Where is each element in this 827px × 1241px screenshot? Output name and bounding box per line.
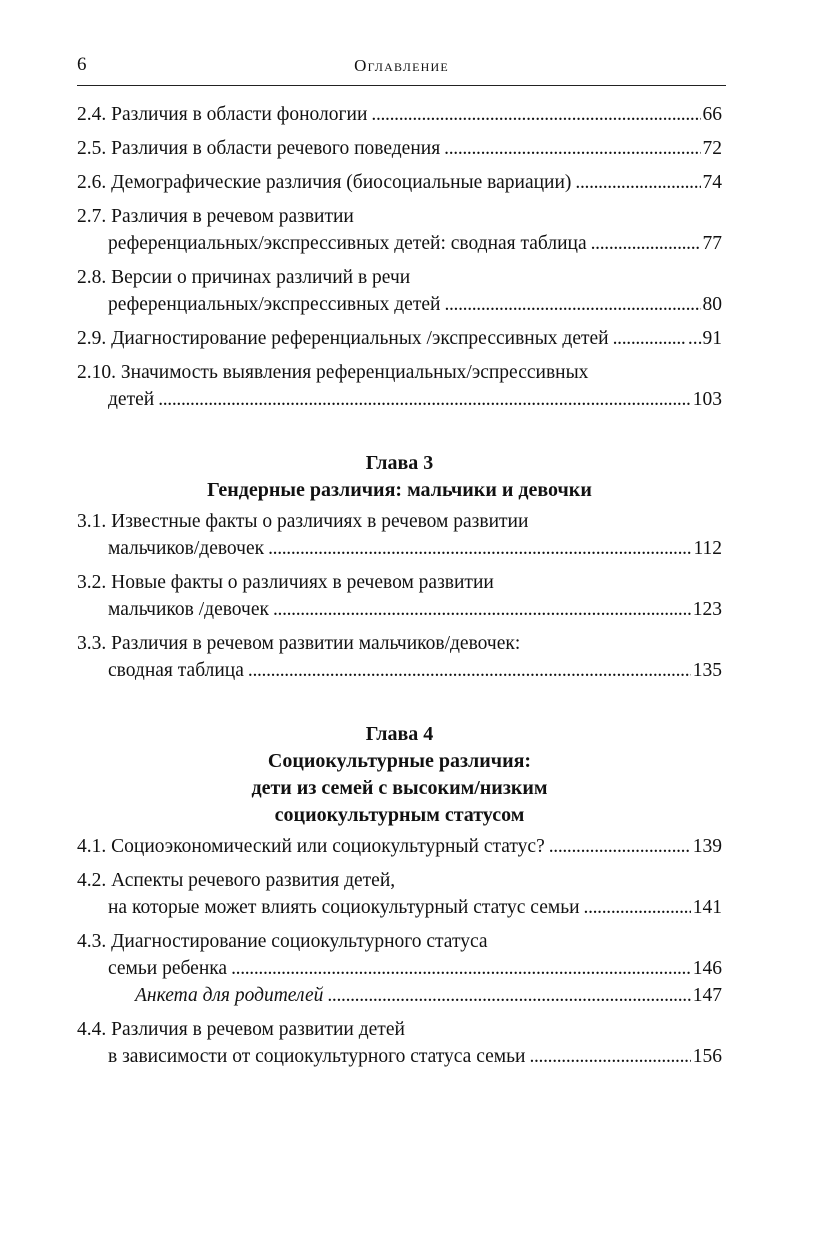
dot-leader xyxy=(444,135,700,162)
toc-entry-line xyxy=(77,657,722,684)
toc-entry-title: семьи ребенка xyxy=(108,958,228,979)
dot-leader xyxy=(549,833,691,860)
toc-entry-line xyxy=(77,1043,722,1070)
toc-entry[interactable] xyxy=(77,169,722,196)
toc-subentry-title: Анкета для родителей xyxy=(135,985,324,1006)
toc-entry-title: мальчиков /девочек xyxy=(108,599,269,620)
toc-entry[interactable] xyxy=(77,1016,722,1070)
toc-entry[interactable] xyxy=(77,928,722,1009)
toc-entry[interactable] xyxy=(77,508,722,562)
toc-entry[interactable] xyxy=(77,630,722,684)
toc-entry-title: 2.7. Различия в речевом развитии xyxy=(77,206,354,227)
toc-entry-title: сводная таблица xyxy=(108,660,244,681)
chapter-title: Гендерные различия: мальчики и девочки xyxy=(207,479,592,501)
chapter-title: дети из семей с высоким/низким xyxy=(251,777,548,799)
toc-entry-title: 3.2. Новые факты о различиях в речевом развитии xyxy=(77,572,494,593)
toc-entry[interactable] xyxy=(77,359,722,413)
toc-entry-line xyxy=(77,894,722,921)
toc-page-number: 156 xyxy=(692,1046,722,1067)
toc-entry-title: референциальных/экспрессивных детей: сводная таблица xyxy=(108,233,587,254)
toc-page-number: 141 xyxy=(692,897,722,918)
dot-leader xyxy=(529,1043,690,1070)
header-rule xyxy=(77,85,726,86)
toc-entry-line xyxy=(77,203,722,230)
dot-leader xyxy=(327,982,690,1009)
toc-page-number: 135 xyxy=(692,660,722,681)
toc-entry-title: 4.1. Социоэкономический или социокультурный статус? xyxy=(77,836,545,857)
toc-entry[interactable] xyxy=(77,867,722,921)
toc-entry-title: в зависимости от социокультурного статуса семьи xyxy=(108,1046,526,1067)
dot-leader xyxy=(371,101,700,128)
toc-entry-line xyxy=(77,359,722,386)
chapter-title: социокультурным статусом xyxy=(274,804,525,826)
toc-entry-title: 3.3. Различия в речевом развитии мальчиков/девочек: xyxy=(77,633,521,654)
toc-entry-title: 2.5. Различия в области речевого поведения xyxy=(77,138,441,159)
toc-entry[interactable] xyxy=(77,101,722,128)
toc-page-number: 146 xyxy=(692,958,722,979)
toc-entry-line xyxy=(77,535,722,562)
toc-entry-line xyxy=(77,1016,722,1043)
toc-page-number: 72 xyxy=(702,138,722,159)
toc-entry[interactable] xyxy=(77,135,722,162)
dot-leader xyxy=(273,596,691,623)
dot-leader xyxy=(444,291,700,318)
toc-entry-title: 4.3. Диагностирование социокультурного статуса xyxy=(77,931,488,952)
toc-entry[interactable] xyxy=(77,325,722,352)
toc-entry-line xyxy=(77,386,722,413)
toc-page-number: 112 xyxy=(693,538,722,559)
toc-entry-line xyxy=(77,169,722,196)
toc-entry-title: 4.2. Аспекты речевого развития детей, xyxy=(77,870,396,891)
chapter-label: Глава 4 xyxy=(365,723,434,745)
toc-entry-title: референциальных/экспрессивных детей xyxy=(108,294,441,315)
toc-page-number: 103 xyxy=(692,389,722,410)
toc-entry-title: 4.4. Различия в речевом развитии детей xyxy=(77,1019,405,1040)
toc-page-number: 139 xyxy=(692,836,722,857)
toc-page-number: 80 xyxy=(702,294,722,315)
toc-entry-line xyxy=(77,264,722,291)
toc-entry-line xyxy=(77,955,722,982)
dot-leader xyxy=(248,657,691,684)
dot-leader xyxy=(231,955,691,982)
chapter-spacer xyxy=(77,691,722,721)
toc-entry-title: 2.9. Диагностирование референциальных /экспрессивных детей xyxy=(77,328,609,349)
toc-entry-line xyxy=(77,867,722,894)
toc-entry-line xyxy=(77,630,722,657)
toc-entry[interactable] xyxy=(77,833,722,860)
toc-entry[interactable] xyxy=(77,569,722,623)
toc-entry-title: 2.10. Значимость выявления референциальных/эспрессивных xyxy=(77,362,589,383)
toc-entry-title: 2.6. Демографические различия (биосоциальные вариации) xyxy=(77,172,572,193)
dot-leader xyxy=(591,230,701,257)
toc-entry-line xyxy=(77,596,722,623)
toc-page-number: 77 xyxy=(702,233,722,254)
toc-entry-line xyxy=(77,928,722,955)
dot-leader xyxy=(575,169,700,196)
toc-entry[interactable] xyxy=(77,203,722,257)
page-number: 6 xyxy=(77,54,87,75)
chapter-spacer xyxy=(77,420,722,450)
toc-entry-line xyxy=(77,508,722,535)
toc-page-number: 66 xyxy=(702,104,722,125)
toc-page-number: 74 xyxy=(702,172,722,193)
table-of-contents xyxy=(77,101,722,1077)
toc-entry-title: 2.8. Версии о причинах различий в речи xyxy=(77,267,411,288)
toc-page-number: 123 xyxy=(692,599,722,620)
dot-leader xyxy=(584,894,691,921)
toc-page-number: ...91 xyxy=(687,328,722,349)
toc-entry-title: 3.1. Известные факты о различиях в речевом развитии xyxy=(77,511,529,532)
toc-entry-line xyxy=(77,569,722,596)
toc-entry-line xyxy=(77,833,722,860)
chapter-title: Социокультурные различия: xyxy=(267,750,532,772)
toc-entry-title: детей xyxy=(108,389,155,410)
toc-entry-line xyxy=(77,101,722,128)
chapter-label: Глава 3 xyxy=(365,452,434,474)
running-head: Оглавление xyxy=(354,56,449,75)
toc-entry-line xyxy=(77,325,722,352)
toc-entry-line xyxy=(77,291,722,318)
toc-subentry-line xyxy=(77,982,722,1009)
toc-entry-title: на которые может влиять социокультурный статус семьи xyxy=(108,897,580,918)
toc-page-number: 147 xyxy=(692,985,722,1006)
dot-leader xyxy=(613,325,686,352)
toc-entry[interactable] xyxy=(77,264,722,318)
dot-leader xyxy=(268,535,691,562)
page-header xyxy=(77,54,726,80)
dot-leader xyxy=(158,386,691,413)
toc-entry-title: 2.4. Различия в области фонологии xyxy=(77,104,368,125)
toc-entry-line xyxy=(77,135,722,162)
toc-entry-title: мальчиков/девочек xyxy=(108,538,265,559)
toc-entry-line xyxy=(77,230,722,257)
